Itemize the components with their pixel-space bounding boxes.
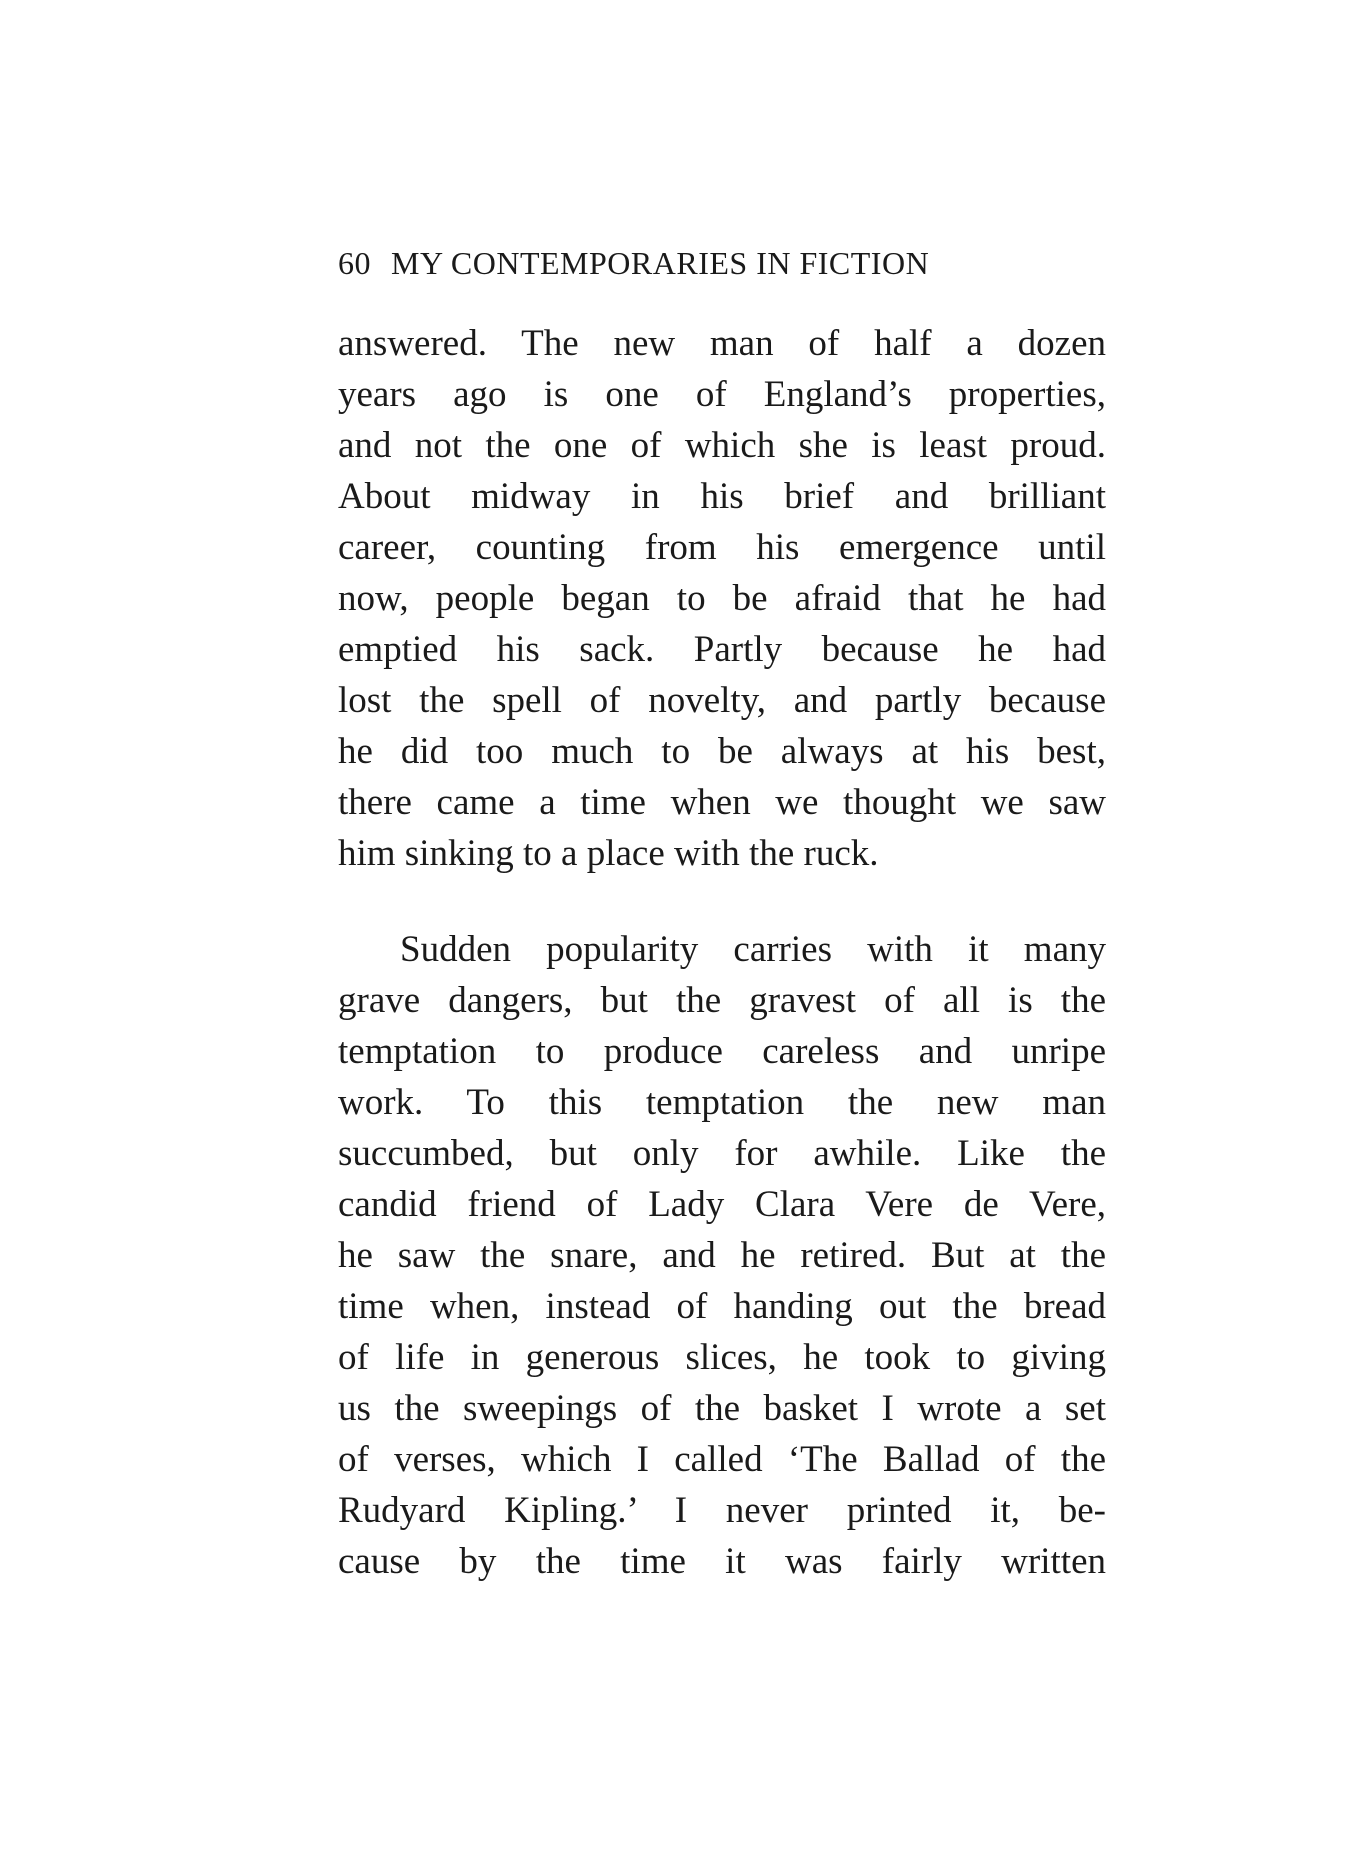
- text-line: of life in generous slices, he took to giving: [338, 1337, 1106, 1378]
- text-line: years ago is one of England’s properties,: [338, 374, 1106, 415]
- page-number: 60: [338, 245, 371, 281]
- text-line: he saw the snare, and he retired. But at the: [338, 1235, 1106, 1276]
- text-line: there came a time when we thought we saw: [338, 782, 1106, 823]
- text-line: answered. The new man of half a dozen: [338, 323, 1106, 364]
- text-line: cause by the time it was fairly written: [338, 1541, 1106, 1582]
- paragraph-1: [338, 318, 1106, 879]
- text-line: now, people began to be afraid that he had: [338, 578, 1106, 619]
- text-line: he did too much to be always at his best,: [338, 731, 1106, 772]
- text-line: succumbed, but only for awhile. Like the: [338, 1133, 1106, 1174]
- text-line: him sinking to a place with the ruck.: [338, 833, 879, 874]
- text-line: and not the one of which she is least proud.: [338, 425, 1106, 466]
- running-title: MY CONTEMPORARIES IN FICTION: [391, 245, 930, 281]
- text-line: About midway in his brief and brilliant: [338, 476, 1106, 517]
- text-line: Sudden popularity carries with it many: [400, 929, 1106, 970]
- text-line: career, counting from his emergence until: [338, 527, 1106, 568]
- text-line: grave dangers, but the gravest of all is the: [338, 980, 1106, 1021]
- text-line: Rudyard Kipling.’ I never printed it, be-: [338, 1490, 1106, 1531]
- text-line: lost the spell of novelty, and partly because: [338, 680, 1106, 721]
- text-line: time when, instead of handing out the bread: [338, 1286, 1106, 1327]
- paragraph-2: [338, 924, 1106, 1587]
- text-line: work. To this temptation the new man: [338, 1082, 1106, 1123]
- text-line: us the sweepings of the basket I wrote a set: [338, 1388, 1106, 1429]
- running-head: [338, 245, 1108, 295]
- text-line: of verses, which I called ‘The Ballad of the: [338, 1439, 1106, 1480]
- text-line: temptation to produce careless and unripe: [338, 1031, 1106, 1072]
- text-line: candid friend of Lady Clara Vere de Vere,: [338, 1184, 1106, 1225]
- text-line: emptied his sack. Partly because he had: [338, 629, 1106, 670]
